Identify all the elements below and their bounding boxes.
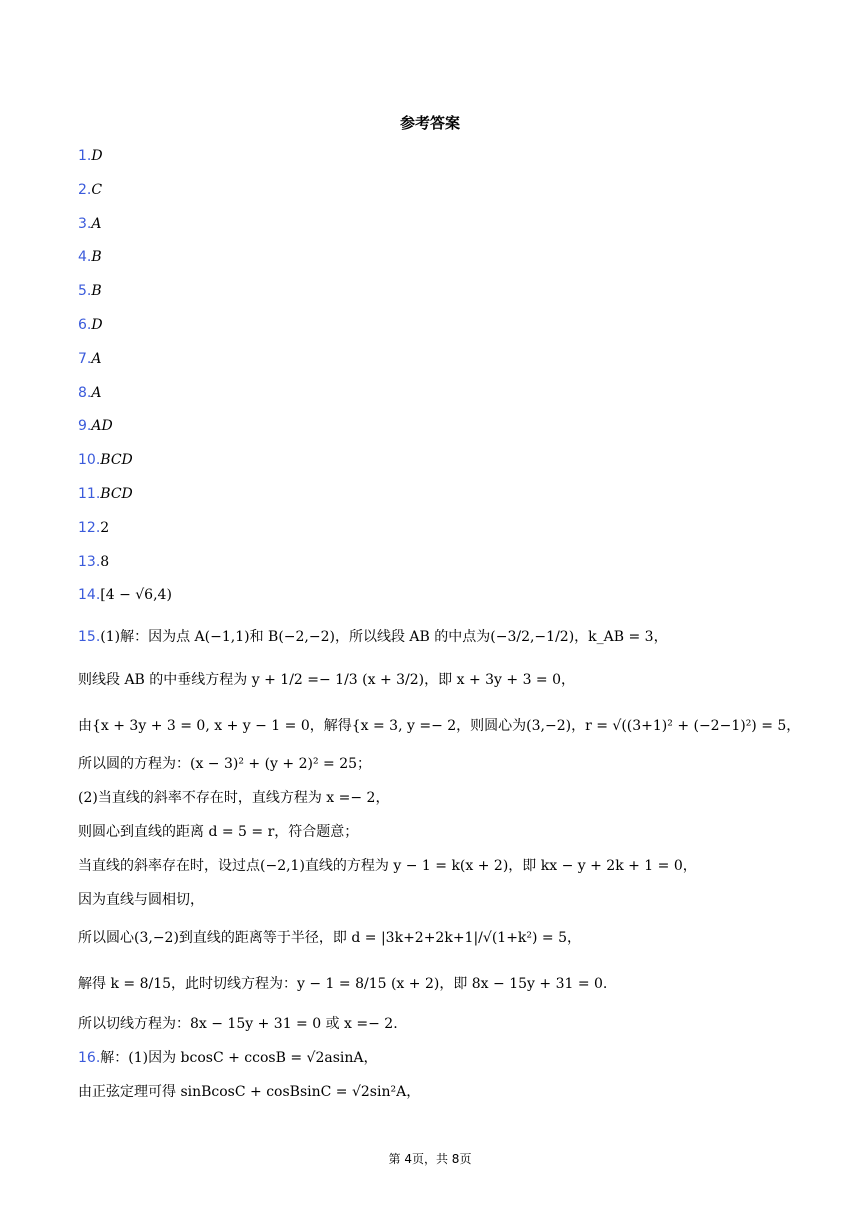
answer-number: 2. — [78, 182, 92, 198]
answer-value: D — [91, 317, 103, 333]
q16-number: 16. — [78, 1050, 101, 1066]
answer-item — [78, 350, 101, 368]
q15-line-5: (2)当直线的斜率不存在时，直线方程为 x =− 2， — [78, 790, 390, 806]
answer-item — [78, 519, 109, 537]
answer-item — [78, 451, 133, 469]
answer-number: 11. — [78, 486, 101, 502]
q15-text-1: (1)解：因为点 A(−1,1)和 B(−2,−2)，所以线段 AB 的中点为(−3/2,−1/2)，k_AB = 3， — [100, 629, 668, 645]
answer-value: A — [91, 351, 102, 367]
q15-line-7: 当直线的斜率存在时，设过点(−2,1)直线的方程为 y − 1 = k(x + 2)，即 kx − y + 2k + 1 = 0， — [78, 858, 697, 874]
answer-number: 10. — [78, 452, 101, 468]
answer-value: 8 — [100, 554, 110, 570]
answer-value: 2 — [100, 520, 110, 536]
answer-value: AD — [91, 418, 113, 434]
answer-value: A — [91, 216, 102, 232]
answer-number: 5. — [78, 283, 92, 299]
page-title: 参考答案 — [399, 114, 460, 132]
answer-number: 1. — [78, 148, 92, 164]
answer-value: D — [91, 148, 103, 164]
q15-line-4: 所以圆的方程为：(x − 3)² + (y + 2)² = 25； — [78, 756, 372, 772]
answer-number: 13. — [78, 554, 101, 570]
answer-number: 9. — [78, 418, 92, 434]
answer-item — [78, 282, 102, 300]
answer-item — [78, 215, 101, 233]
answer-item — [78, 417, 113, 435]
page-footer: 第 4页，共 8页 — [388, 1152, 472, 1166]
q15-line-9: 所以圆心(3,−2)到直线的距离等于半径，即 d = |3k+2+2k+1|/√(1+k²) = 5， — [78, 930, 582, 946]
q15-line-8: 因为直线与圆相切， — [78, 892, 204, 908]
answer-value: B — [91, 283, 102, 299]
answer-number: 3. — [78, 216, 92, 232]
answer-value: BCD — [100, 452, 133, 468]
q16-line-2: 由正弦定理可得 sinBcosC + cosBsinC = √2sin²A， — [78, 1084, 421, 1100]
answer-item — [78, 384, 101, 402]
answer-number: 6. — [78, 317, 92, 333]
answer-value: A — [91, 385, 102, 401]
q16-text-1: 解：(1)因为 bcosC + ccosB = √2asinA， — [100, 1050, 378, 1066]
answer-item — [78, 147, 103, 165]
answer-number: 12. — [78, 520, 101, 536]
q15-number: 15. — [78, 629, 101, 645]
answer-number: 8. — [78, 385, 92, 401]
answer-number: 7. — [78, 351, 92, 367]
answer-item — [78, 586, 172, 604]
answer-item — [78, 248, 102, 266]
q15-line-11: 所以切线方程为：8x − 15y + 31 = 0 或 x =− 2. — [78, 1016, 398, 1032]
q15-line-10: 解得 k = 8/15，此时切线方程为：y − 1 = 8/15 (x + 2)，即 8x − 15y + 31 = 0. — [78, 976, 608, 992]
q15-line-6: 则圆心到直线的距离 d = 5 = r，符合题意； — [78, 824, 359, 840]
answer-value: B — [91, 249, 102, 265]
answer-item — [78, 553, 109, 571]
answer-item — [78, 485, 133, 503]
answer-value: BCD — [100, 486, 133, 502]
q15-line-1 — [78, 627, 668, 647]
answer-number: 4. — [78, 249, 92, 265]
answer-number: 14. — [78, 587, 101, 603]
q16-line-1 — [78, 1048, 377, 1068]
answer-item — [78, 181, 102, 199]
q15-line-2: 则线段 AB 的中垂线方程为 y + 1/2 =− 1/3 (x + 3/2)，即 x + 3y + 3 = 0， — [78, 672, 576, 688]
answer-value: [4 − √6,4) — [100, 587, 172, 603]
answer-item — [78, 316, 103, 334]
q15-line-3: 由{x + 3y + 3 = 0, x + y − 1 = 0，解得{x = 3, y =− 2，则圆心为(3,−2)，r = √((3+1)² + (−2−1)²) = 5， — [78, 718, 801, 734]
answer-value: C — [91, 182, 103, 198]
